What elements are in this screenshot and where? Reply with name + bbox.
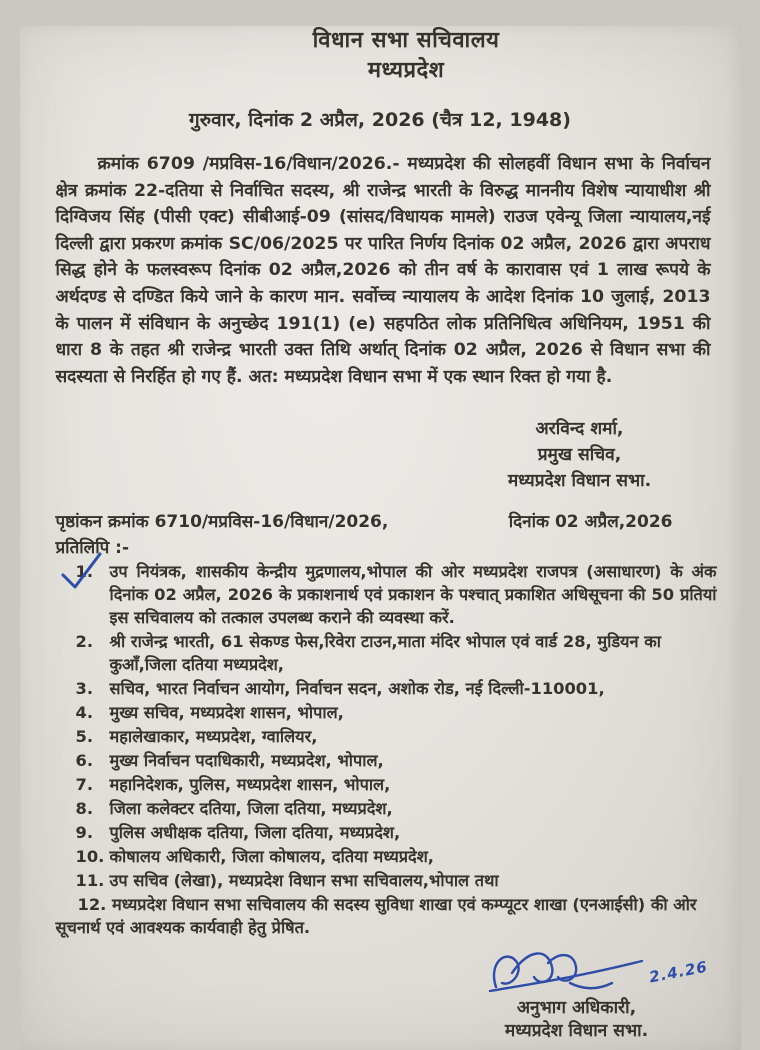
endorsement-date: दिनांक 02 अप्रैल,2026 xyxy=(509,509,673,532)
item-number: 6. xyxy=(76,749,110,772)
item-number: 1. xyxy=(76,560,110,629)
item-number: 8. xyxy=(76,797,110,820)
letterhead xyxy=(46,26,760,86)
item-number: 10. xyxy=(76,845,110,868)
state-title: मध्यप्रदेश xyxy=(46,56,760,86)
endorsement-ref-number: पृष्ठांकन क्रमांक 6710/मप्रविस-16/विधान/2026, xyxy=(56,509,389,532)
office-title: विधान सभा सचिवालय xyxy=(46,26,760,56)
list-item xyxy=(76,869,717,892)
signature-scribble-area xyxy=(427,941,727,997)
item-number: 5. xyxy=(76,725,110,748)
item-number: 7. xyxy=(76,773,110,796)
item-text: श्री राजेन्द्र भारती, 61 सेकण्ड फेस,रिवेरा टाउन,माता मंदिर भोपाल एवं वार्ड 28, मुडियन का कुआँ,जिला दतिया मध्यप्रदेश, xyxy=(110,630,717,676)
principal-secretary-signature-block xyxy=(445,416,715,494)
list-item xyxy=(76,797,717,820)
list-item xyxy=(76,845,717,868)
list-item xyxy=(76,821,717,844)
handwritten-date: 2.4.26 xyxy=(648,956,710,990)
list-item xyxy=(76,773,717,796)
item-number: 9. xyxy=(76,821,110,844)
list-item xyxy=(76,677,717,700)
list-item xyxy=(76,725,717,748)
list-item xyxy=(76,749,717,772)
item-text: मुख्य निर्वाचन पदाधिकारी, मध्यप्रदेश, भोपाल, xyxy=(110,749,717,772)
gazette-date-line: गुरुवार, दिनांक 2 अप्रैल, 2026 (चैत्र 12, 1948) xyxy=(20,106,741,132)
item-text: मुख्य सचिव, मध्यप्रदेश शासन, भोपाल, xyxy=(110,701,717,724)
endorsement-row xyxy=(56,509,711,532)
list-item xyxy=(76,701,717,724)
signatory-designation: प्रमुख सचिव, xyxy=(445,442,715,468)
section-officer-signature-block xyxy=(427,941,727,1043)
notification-paragraph: क्रमांक 6709 /मप्रविस-16/विधान/2026.- मध्यप्रदेश की सोलहवीं विधान सभा के निर्वाचन क्षेत्र क्रमांक 22-दतिया से निर्वाचित सदस्य, श्री राजेन्द्र भारती के विरुद्ध माननीय विशेष न्यायाधीश श्री दिग्विजय सिंह (पीसी एक्ट) सीबीआई-09 (सांसद/विधायक मामले) राउज एवेन्यू जिला न्यायालय,नई दिल्ली द्वारा प्रकरण क्रमांक SC/06/2025 पर पारित निर्णय दिनांक 02 अप्रैल, 2026 द्वारा अपराध सिद्ध होने के फलस्वरूप दिनांक 02 अप्रैल,2026 को तीन वर्ष के कारावास एवं 1 लाख रूपये के अर्थदण्ड से दण्डित किये जाने के कारण मान. सर्वोच्च न्यायालय के आदेश दिनांक 10 जुलाई, 2013 के पालन में संविधान के अनुच्छेद 191(1) (e) सहपठित लोक प्रतिनिधित्व अधिनियम, 1951 की धारा 8 के तहत श्री राजेन्द्र भारती उक्त तिथि अर्थात् दिनांक 02 अप्रैल, 2026 से विधान सभा की सदस्यता से निरर्हित हो गए हैं. अत: मध्यप्रदेश विधान सभा में एक स्थान रिक्त हो गया है. xyxy=(56,151,711,390)
officer-organization: मध्यप्रदेश विधान सभा. xyxy=(427,1020,727,1043)
item-text: सचिव, भारत निर्वाचन आयोग, निर्वाचन सदन, अशोक रोड, नई दिल्ली-110001, xyxy=(110,677,717,700)
item-text: कोषालय अधिकारी, जिला कोषालय, दतिया मध्यप्रदेश, xyxy=(110,845,717,868)
signatory-organization: मध्यप्रदेश विधान सभा. xyxy=(445,468,715,494)
list-item xyxy=(76,630,717,676)
item-text: जिला कलेक्टर दतिया, जिला दतिया, मध्यप्रदेश, xyxy=(110,797,717,820)
copies-label: प्रतिलिपि :- xyxy=(56,535,741,558)
list-item xyxy=(76,560,717,629)
item-text: पुलिस अधीक्षक दतिया, जिला दतिया, मध्यप्रदेश, xyxy=(110,821,717,844)
item-number: 11. xyxy=(76,869,110,892)
item-number: 3. xyxy=(76,677,110,700)
signatory-name: अरविन्द शर्मा, xyxy=(445,416,715,442)
scanned-letter-page xyxy=(20,26,741,1050)
officer-designation: अनुभाग अधिकारी, xyxy=(427,997,727,1020)
item-text: महानिदेशक, पुलिस, मध्यप्रदेश शासन, भोपाल, xyxy=(110,773,717,796)
item-text: उप सचिव (लेखा), मध्यप्रदेश विधान सभा सचिवालय,भोपाल तथा xyxy=(110,869,717,892)
item-text: उप नियंत्रक, शासकीय केन्द्रीय मुद्रणालय,भोपाल की ओर मध्यप्रदेश राजपत्र (असाधारण) के अंक दिनांक 02 अप्रैल, 2026 के प्रकाशनार्थ एवं प्रकाशन के पश्चात् प्रकाशित अधिसूचना की 50 प्रतियां इस सचिवालय को तत्काल उपलब्ध कराने की व्यवस्था करें. xyxy=(110,560,717,629)
list-item-12: 12. मध्यप्रदेश विधान सभा सचिवालय की सदस्य सुविधा शाखा एवं कम्प्यूटर शाखा (एनआईसी) की ओर सूचनार्थ एवं आवश्यक कार्यवाही हेतु प्रेषित. xyxy=(56,893,717,939)
item-number: 4. xyxy=(76,701,110,724)
item-text: महालेखाकार, मध्यप्रदेश, ग्वालियर, xyxy=(110,725,717,748)
item-number: 2. xyxy=(76,630,110,676)
